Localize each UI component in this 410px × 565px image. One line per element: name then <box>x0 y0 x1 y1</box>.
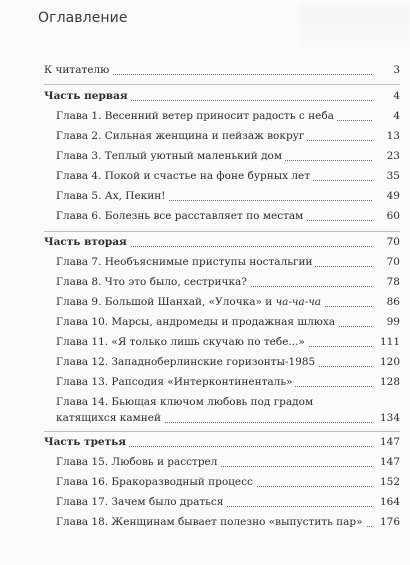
toc-entry-page: 70 <box>373 233 400 251</box>
toc-entry-label: Глава 14. Бьющая ключом любовь под градом <box>56 393 316 411</box>
toc-entry-chapter[interactable] <box>0 513 410 531</box>
toc-entry-page: 4 <box>373 107 400 125</box>
toc-entry-page: 35 <box>373 167 400 185</box>
page-title: Оглавление <box>38 10 128 26</box>
toc-entry-page: 3 <box>373 61 400 79</box>
toc-entry-label: К читателю <box>44 61 112 79</box>
toc-entry-page: 23 <box>373 147 400 165</box>
toc-entry-label: Глава 16. Бракоразводный процесс <box>56 473 256 491</box>
toc-entry-page: 78 <box>373 273 400 291</box>
toc-entry-label: Глава 6. Болезнь все расставляет по местам <box>56 207 306 225</box>
toc-entry-page: 86 <box>373 293 400 311</box>
toc-entry-page: 4 <box>373 87 400 105</box>
toc-entry-page: 49 <box>373 187 400 205</box>
toc-entry-chapter[interactable] <box>0 409 410 427</box>
toc-entry-label: Глава 10. Марсы, андромеды и продажная шлюха <box>56 313 338 331</box>
toc-entry-label: Глава 11. «Я только лишь скучаю по тебе...» <box>56 333 308 351</box>
toc-entry-intro[interactable] <box>0 61 410 79</box>
toc-entry-label-text: Глава 9. Большой Шанхай, «Улочка» и <box>56 296 276 308</box>
toc-entry-page: 128 <box>373 373 400 391</box>
toc-entry-label: Глава 18. Женщинам бывает полезно «выпустить пар» <box>56 513 366 531</box>
toc-entry-page: 60 <box>373 207 400 225</box>
toc-entry-label: Глава 4. Покой и счастье на фоне бурных лет <box>56 167 313 185</box>
toc-entry-label: Глава 12. Западноберлинские горизонты-1985 <box>56 353 318 371</box>
toc-entry-label: Часть вторая <box>44 233 130 251</box>
show-through-text <box>300 6 410 56</box>
toc-entry-page: 99 <box>373 313 400 331</box>
toc-entry-label: Глава 15. Любовь и расстрел <box>56 453 220 471</box>
toc-entry-page: 13 <box>373 127 400 145</box>
toc-entry-page: 134 <box>373 409 400 427</box>
toc-entry-label: Глава 17. Зачем было драться <box>56 493 226 511</box>
toc-entry-page: 164 <box>373 493 400 511</box>
toc-entry-chapter[interactable] <box>0 373 410 391</box>
toc-entry-page: 111 <box>373 333 400 351</box>
toc-entry-label: Глава 2. Сильная женщина и пейзаж вокруг <box>56 127 307 145</box>
toc-entry-label: Часть первая <box>44 87 131 105</box>
toc-entry-label: катящихся камней <box>56 409 164 427</box>
toc-entry-page: 70 <box>373 253 400 271</box>
toc-entry-label: Глава 13. Рапсодия «Интерконтиненталь» <box>56 373 295 391</box>
toc-entry-page: 120 <box>373 353 400 371</box>
toc-entry-label: Глава 3. Теплый уютный маленький дом <box>56 147 285 165</box>
toc-entry-label: Глава 5. Ах, Пекин! <box>56 187 168 205</box>
toc-entry-chapter[interactable] <box>0 207 410 225</box>
toc-entry-page: 147 <box>373 453 400 471</box>
toc-entry-page: 176 <box>373 513 400 531</box>
toc-entry-page: 152 <box>373 473 400 491</box>
toc-entry-label: Глава 7. Необъяснимые приступы ностальгии <box>56 253 315 271</box>
toc-entry-label: Глава 8. Что это было, сестричка? <box>56 273 250 291</box>
toc-entry-label-italic: ча-ча-ча <box>275 296 322 308</box>
toc-entry-page: 147 <box>373 433 400 451</box>
toc-entry-label <box>56 293 324 311</box>
toc-entry-label: Глава 1. Весенний ветер приносит радость с неба <box>56 107 337 125</box>
toc-entry-label: Часть третья <box>44 433 129 451</box>
